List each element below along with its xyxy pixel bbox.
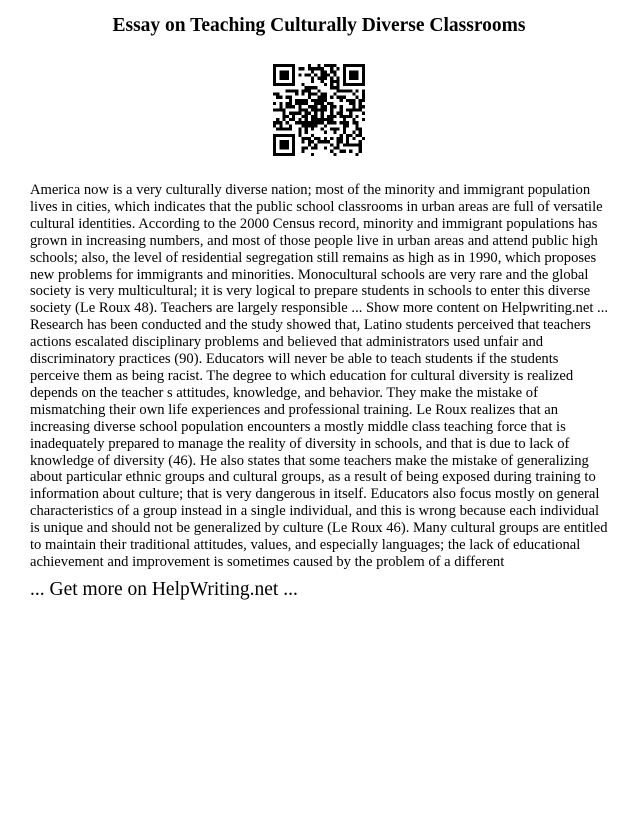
- get-more-link[interactable]: ... Get more on HelpWriting.net ...: [30, 579, 298, 600]
- essay-body: [30, 182, 610, 571]
- qr-code-icon: [273, 64, 365, 156]
- essay-paragraph-2: Research has been conducted and the study showed that, Latino students perceived that teachers actions escalated disciplinary problems and believed that administrators used unfair and discriminatory practices (90). Educators will never be able to teach students if the students perceive them as being racist. The degree to which education for cultural diversity is realized depends on the teacher s attitudes, knowledge, and behavior. They make the mistake of mismatching their own life experiences and professional training. Le Roux realizes that an increasing diverse school population encounters a mostly middle class teaching force that is inadequately prepared to manage the reality of diversity in schools, and that is due to lack of knowledge of diversity (46). He also states that some teachers make the mistake of generalizing about particular ethnic groups and cultural groups, as a result of being exposed during training to information about culture; that is very dangerous in itself. Educators also focus mostly on general characteristics of a group instead in a single individual, and this is wrong because each individual is unique and should not be generalized by culture (Le Roux 46). Many cultural groups are entitled to maintain their traditional attitudes, values, and especially languages; the lack of educational achievement and improvement is sometimes caused by the problem of a different: [30, 317, 608, 570]
- essay-paragraph-1: America now is a very culturally diverse nation; most of the minority and immigrant population lives in cities, which indicates that the public school classrooms in urban areas are full of versatile cultural identities. According to the 2000 Census record, minority and immigrant populations has grown in increasing numbers, and most of those people live in urban areas and attend public high schools; also, the level of residential segregation still remains as high as in 1990, which proposes new problems for immigrants and minorities. Monocultural schools are very rare and the global society is very multicultural; it is very logical to prepare students in schools to enter this diverse society (Le Roux 48). Teachers are largely responsible ... Show more content on Helpwriting.net ...: [30, 182, 608, 317]
- document-title: Essay on Teaching Culturally Diverse Classrooms: [112, 15, 526, 36]
